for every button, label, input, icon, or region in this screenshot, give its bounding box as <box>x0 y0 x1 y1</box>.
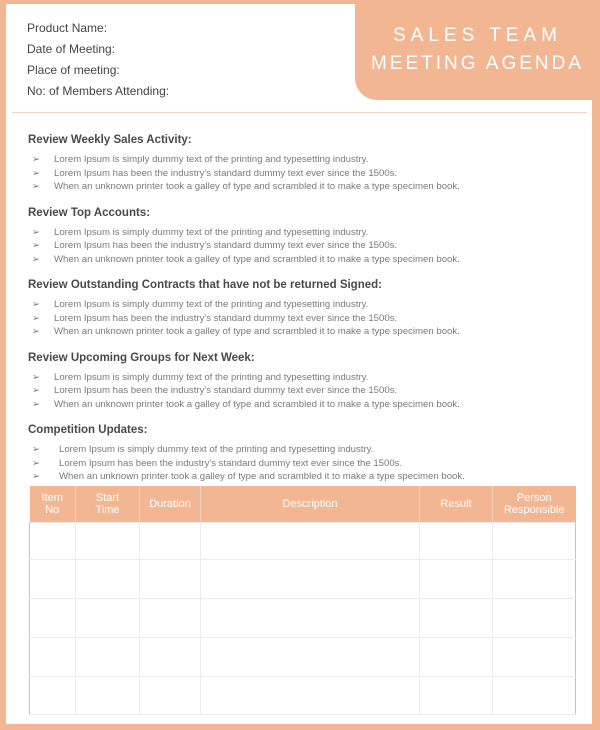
table-row <box>30 599 576 638</box>
table-cell[interactable] <box>201 523 420 560</box>
arrow-bullet-icon: ➢ <box>32 326 41 337</box>
bullet-text: When an unknown printer took a galley of type and scrambled it to make a type specimen book. <box>54 398 460 410</box>
agenda-section <box>28 349 588 412</box>
agenda-bullet <box>28 167 588 181</box>
table-cell[interactable] <box>420 638 493 677</box>
table-body <box>30 523 576 715</box>
agenda-bullet <box>28 371 588 385</box>
bullet-text: Lorem Ipsum is simply dummy text of the printing and typesetting industry. <box>54 371 369 383</box>
table-cell[interactable] <box>30 599 76 638</box>
arrow-bullet-icon: ➢ <box>32 471 41 482</box>
agenda-bullet <box>28 253 588 267</box>
table-row <box>30 523 576 560</box>
agenda-bullet <box>28 312 588 326</box>
table-cell[interactable] <box>30 560 76 599</box>
table-cell[interactable] <box>140 560 201 599</box>
table-header-row <box>30 486 576 523</box>
agenda-bullet <box>28 457 588 471</box>
agenda-bullet <box>28 384 588 398</box>
bullet-text: When an unknown printer took a galley of type and scrambled it to make a type specimen book. <box>59 471 465 482</box>
agenda-section <box>28 276 588 339</box>
field-place-of-meeting: Place of meeting: <box>27 63 120 77</box>
arrow-bullet-icon: ➢ <box>32 457 41 469</box>
agenda-table-wrap <box>29 486 575 715</box>
arrow-bullet-icon: ➢ <box>32 240 41 251</box>
agenda-bullet <box>28 180 588 194</box>
arrow-bullet-icon: ➢ <box>32 181 41 192</box>
arrow-bullet-icon: ➢ <box>32 398 41 410</box>
section-heading: Review Top Accounts: <box>28 206 151 219</box>
table-cell[interactable] <box>30 638 76 677</box>
agenda-bullet <box>28 398 588 412</box>
table-row <box>30 560 576 599</box>
bullet-text: When an unknown printer took a galley of type and scrambled it to make a type specimen book. <box>54 181 460 192</box>
agenda-sections <box>28 131 588 494</box>
field-date-of-meeting: Date of Meeting: <box>27 42 116 56</box>
table-cell[interactable] <box>140 599 201 638</box>
column-header: Person Responsible <box>493 486 576 523</box>
field-members-attending: No: of Members Attending: <box>27 84 170 98</box>
table-cell[interactable] <box>30 677 76 715</box>
table-cell[interactable] <box>76 599 140 638</box>
header-divider <box>12 112 587 113</box>
agenda-section <box>28 131 588 194</box>
bullet-text: When an unknown printer took a galley of type and scrambled it to make a type specimen book. <box>54 253 460 265</box>
arrow-bullet-icon: ➢ <box>32 299 41 310</box>
bullet-text: Lorem Ipsum is simply dummy text of the printing and typesetting industry. <box>54 154 369 165</box>
table-cell[interactable] <box>420 677 493 715</box>
field-product-name: Product Name: <box>27 21 108 35</box>
bullet-text: Lorem Ipsum is simply dummy text of the printing and typesetting industry. <box>54 299 369 310</box>
column-header: Description <box>201 486 420 523</box>
table-cell[interactable] <box>76 638 140 677</box>
title-line-1: SALES TEAM <box>393 25 562 46</box>
agenda-bullet <box>28 325 588 339</box>
table-cell[interactable] <box>201 677 420 715</box>
bullet-text: When an unknown printer took a galley of type and scrambled it to make a type specimen book. <box>54 326 460 337</box>
table-cell[interactable] <box>493 677 576 715</box>
section-heading: Review Upcoming Groups for Next Week: <box>28 351 255 364</box>
table-cell[interactable] <box>420 599 493 638</box>
table-cell[interactable] <box>201 638 420 677</box>
arrow-bullet-icon: ➢ <box>32 167 41 179</box>
bullet-text: Lorem Ipsum has been the industry's standard dummy text ever since the 1500s. <box>54 385 398 396</box>
table-cell[interactable] <box>76 677 140 715</box>
agenda-table <box>29 486 576 715</box>
column-header: Duration <box>140 486 201 523</box>
table-cell[interactable] <box>76 523 140 560</box>
title-line-2: MEETING AGENDA <box>370 53 585 74</box>
section-heading: Review Weekly Sales Activity: <box>28 134 192 146</box>
column-header: Item No <box>30 486 76 523</box>
agenda-bullet <box>28 298 588 312</box>
agenda-bullet <box>28 153 588 167</box>
agenda-bullet <box>28 470 588 484</box>
bullet-text: Lorem Ipsum has been the industry's standard dummy text ever since the 1500s. <box>59 457 403 469</box>
bullet-text: Lorem Ipsum is simply dummy text of the printing and typesetting industry. <box>59 444 374 455</box>
bullet-text: Lorem Ipsum is simply dummy text of the printing and typesetting industry. <box>54 226 369 238</box>
table-cell[interactable] <box>493 599 576 638</box>
meeting-fields <box>27 18 169 102</box>
bullet-text: Lorem Ipsum has been the industry's standard dummy text ever since the 1500s. <box>54 240 398 251</box>
agenda-bullet <box>28 239 588 253</box>
arrow-bullet-icon: ➢ <box>32 154 41 165</box>
arrow-bullet-icon: ➢ <box>32 444 41 455</box>
table-cell[interactable] <box>201 599 420 638</box>
arrow-bullet-icon: ➢ <box>32 226 41 238</box>
table-cell[interactable] <box>493 638 576 677</box>
agenda-bullet <box>28 443 588 457</box>
table-cell[interactable] <box>201 560 420 599</box>
table-cell[interactable] <box>76 560 140 599</box>
title-banner <box>355 2 600 100</box>
agenda-bullet <box>28 226 588 240</box>
bullet-text: Lorem Ipsum has been the industry's standard dummy text ever since the 1500s. <box>54 312 398 324</box>
table-cell[interactable] <box>493 523 576 560</box>
arrow-bullet-icon: ➢ <box>32 371 41 383</box>
agenda-section <box>28 421 588 484</box>
table-row <box>30 638 576 677</box>
column-header: Result <box>420 486 493 523</box>
table-cell[interactable] <box>420 523 493 560</box>
table-cell[interactable] <box>140 677 201 715</box>
table-cell[interactable] <box>30 523 76 560</box>
table-cell[interactable] <box>140 523 201 560</box>
agenda-section <box>28 204 588 267</box>
table-cell[interactable] <box>493 560 576 599</box>
bullet-text: Lorem Ipsum has been the industry's standard dummy text ever since the 1500s. <box>54 167 398 179</box>
column-header: Start Time <box>76 486 140 523</box>
section-heading: Competition Updates: <box>28 424 148 436</box>
table-cell[interactable] <box>420 560 493 599</box>
table-row <box>30 677 576 715</box>
arrow-bullet-icon: ➢ <box>32 312 41 324</box>
arrow-bullet-icon: ➢ <box>32 385 41 396</box>
table-cell[interactable] <box>140 638 201 677</box>
arrow-bullet-icon: ➢ <box>32 253 41 265</box>
section-heading: Review Outstanding Contracts that have not be returned Signed: <box>28 279 382 291</box>
